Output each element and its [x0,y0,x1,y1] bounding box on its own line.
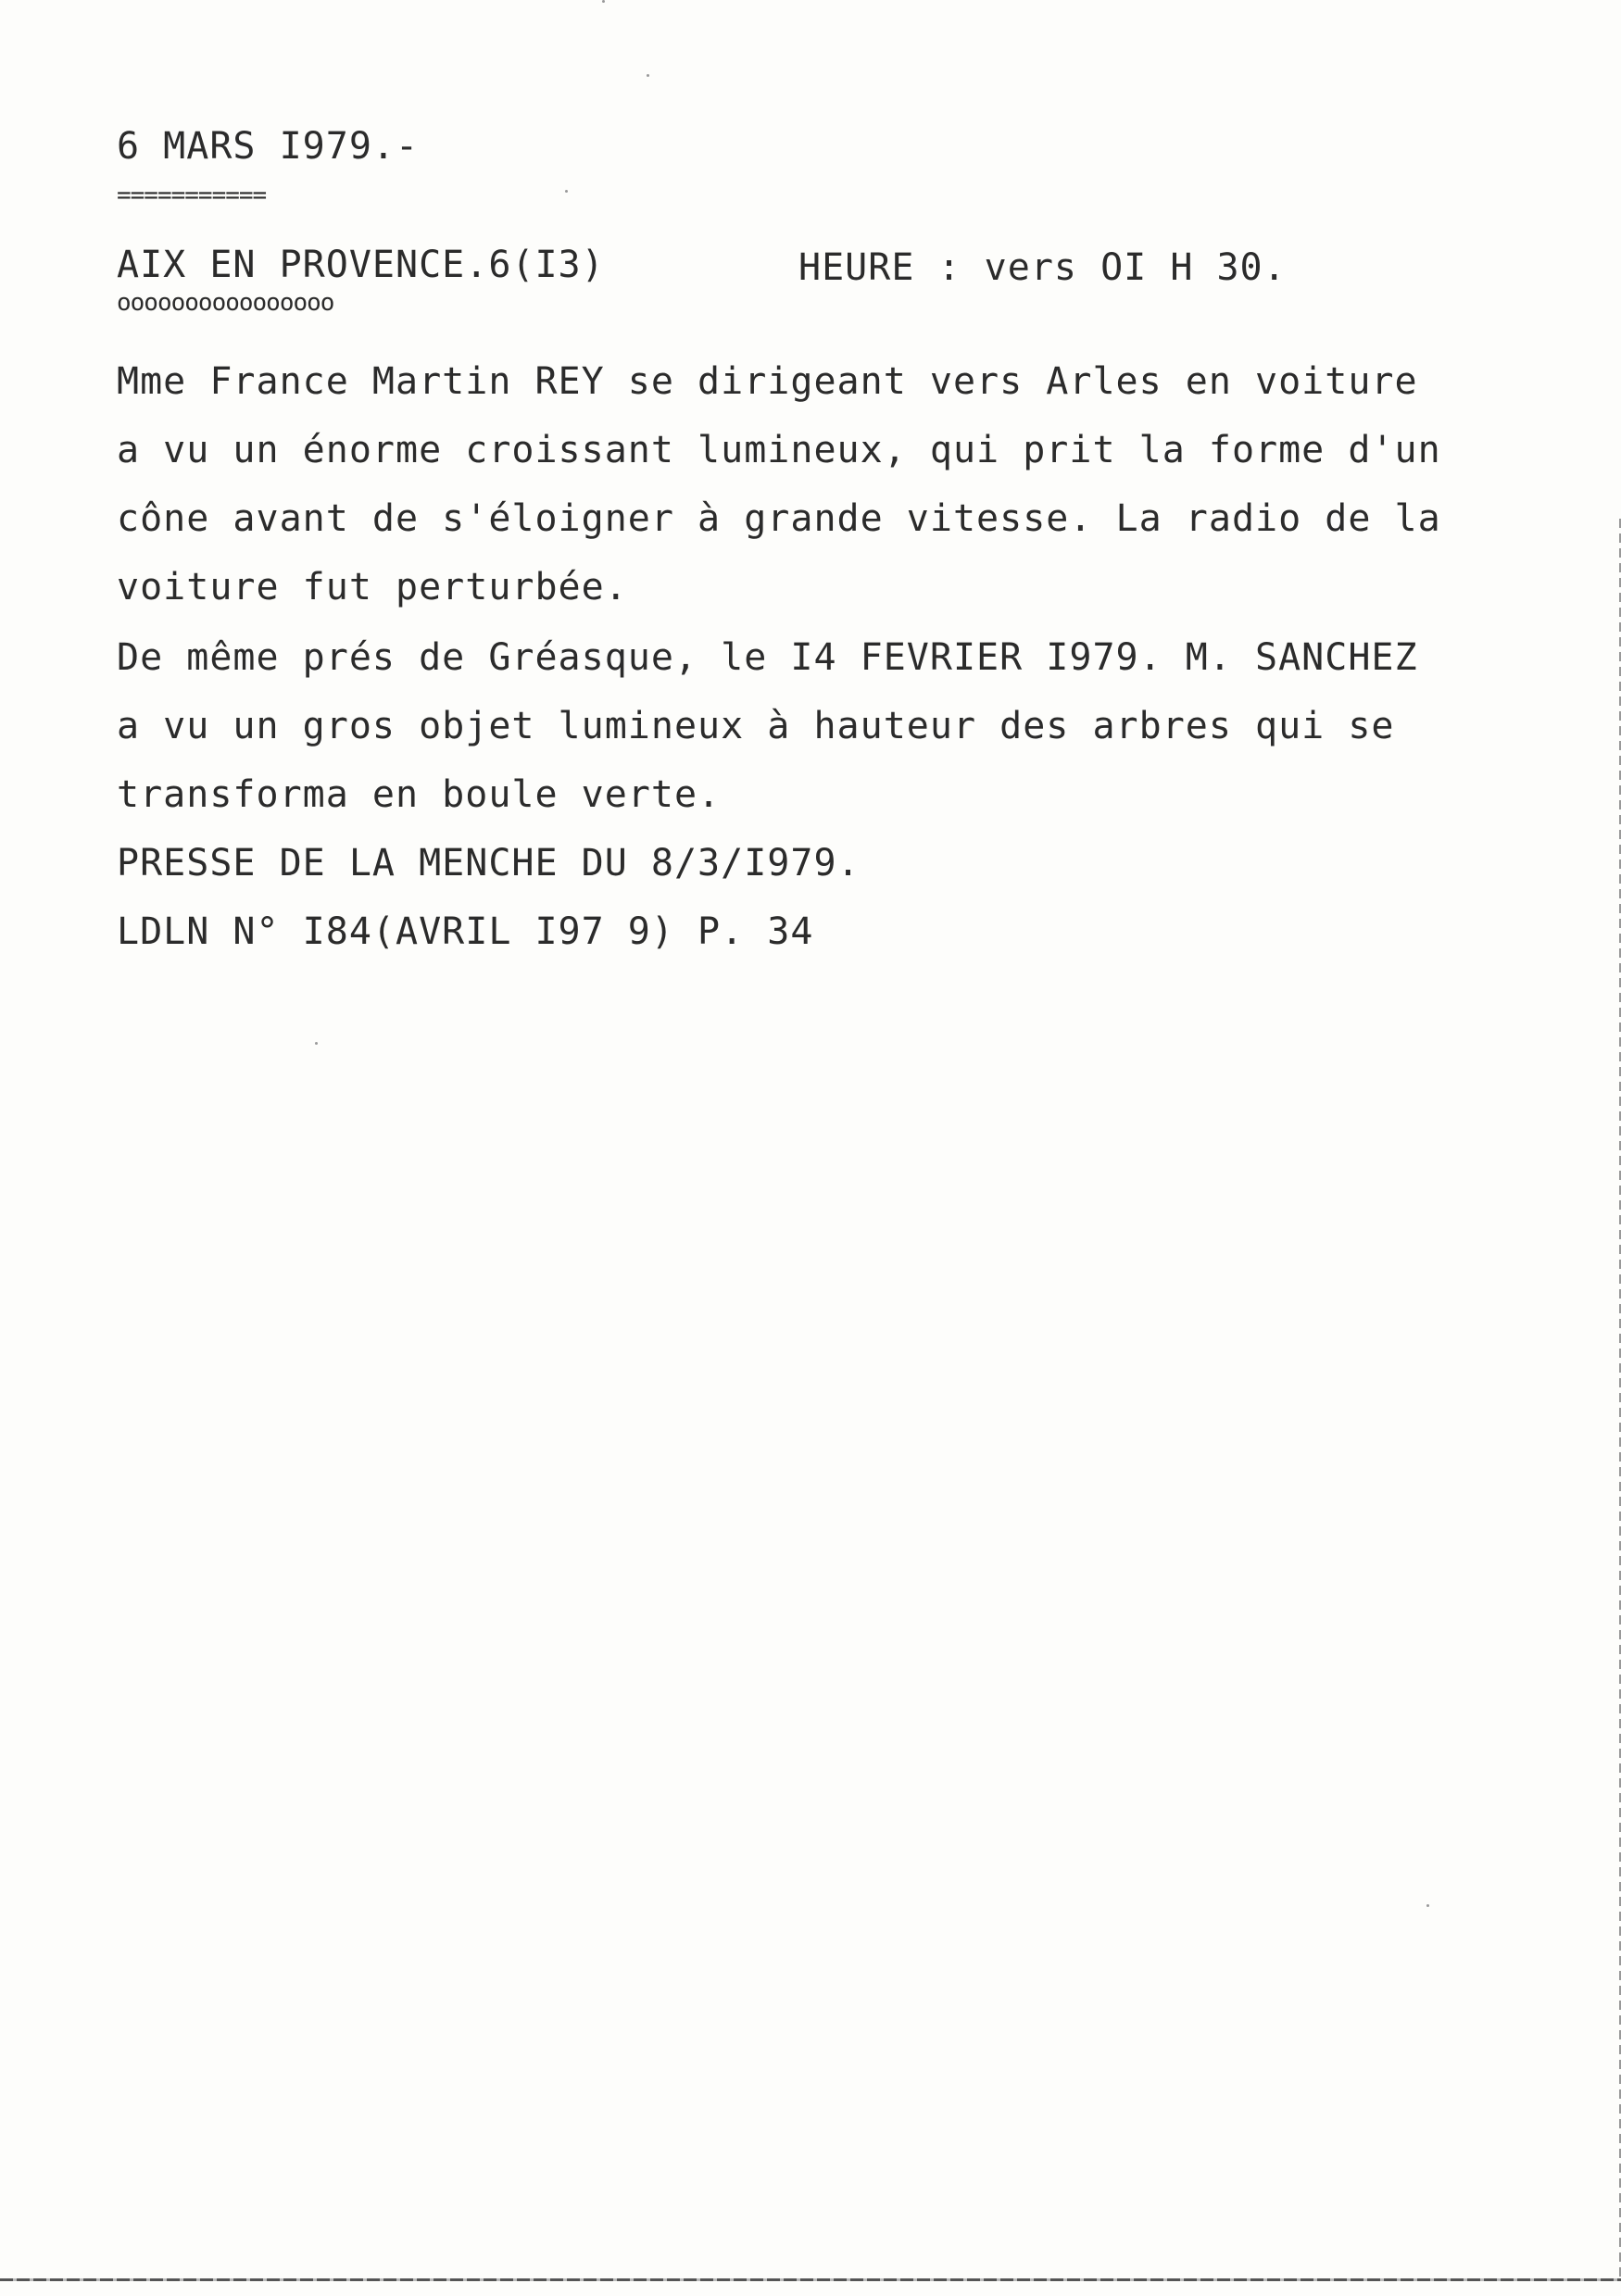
record-location: AIX EN PROVENCE.6(I3) [117,244,605,286]
body-line: De même prés de Gréasque, le I4 FEVRIER I979. M. SANCHEZ [117,636,1418,679]
source-press: PRESSE DE LA MENCHE DU 8/3/I979. [117,842,861,885]
scan-speck [602,0,605,3]
source-ldln: LDLN N° I84(AVRIL I97 9) P. 34 [117,910,814,953]
scan-speck [565,190,568,193]
body-line: transforma en boule verte. [117,773,722,816]
date-underline: =========== [117,182,267,209]
location-underline: oooooooooooooooo [117,289,334,317]
record-time: HEURE : vers OI H 30. [798,246,1287,289]
body-line: a vu un énorme croissant lumineux, qui prit la forme d'un [117,429,1441,471]
body-line: a vu un gros objet lumineux à hauteur des arbres qui se [117,705,1395,747]
body-line: Mme France Martin REY se dirigeant vers Arles en voiture [117,360,1418,403]
scan-speck [1426,1904,1429,1907]
scan-speck [647,74,649,77]
bottom-rule [0,2278,1621,2281]
body-line: cône avant de s'éloigner à grande vitesse. La radio de la [117,497,1441,540]
body-line: voiture fut perturbée. [117,566,628,609]
scan-speck [315,1042,318,1045]
record-date: 6 MARS I979.- [117,125,420,168]
